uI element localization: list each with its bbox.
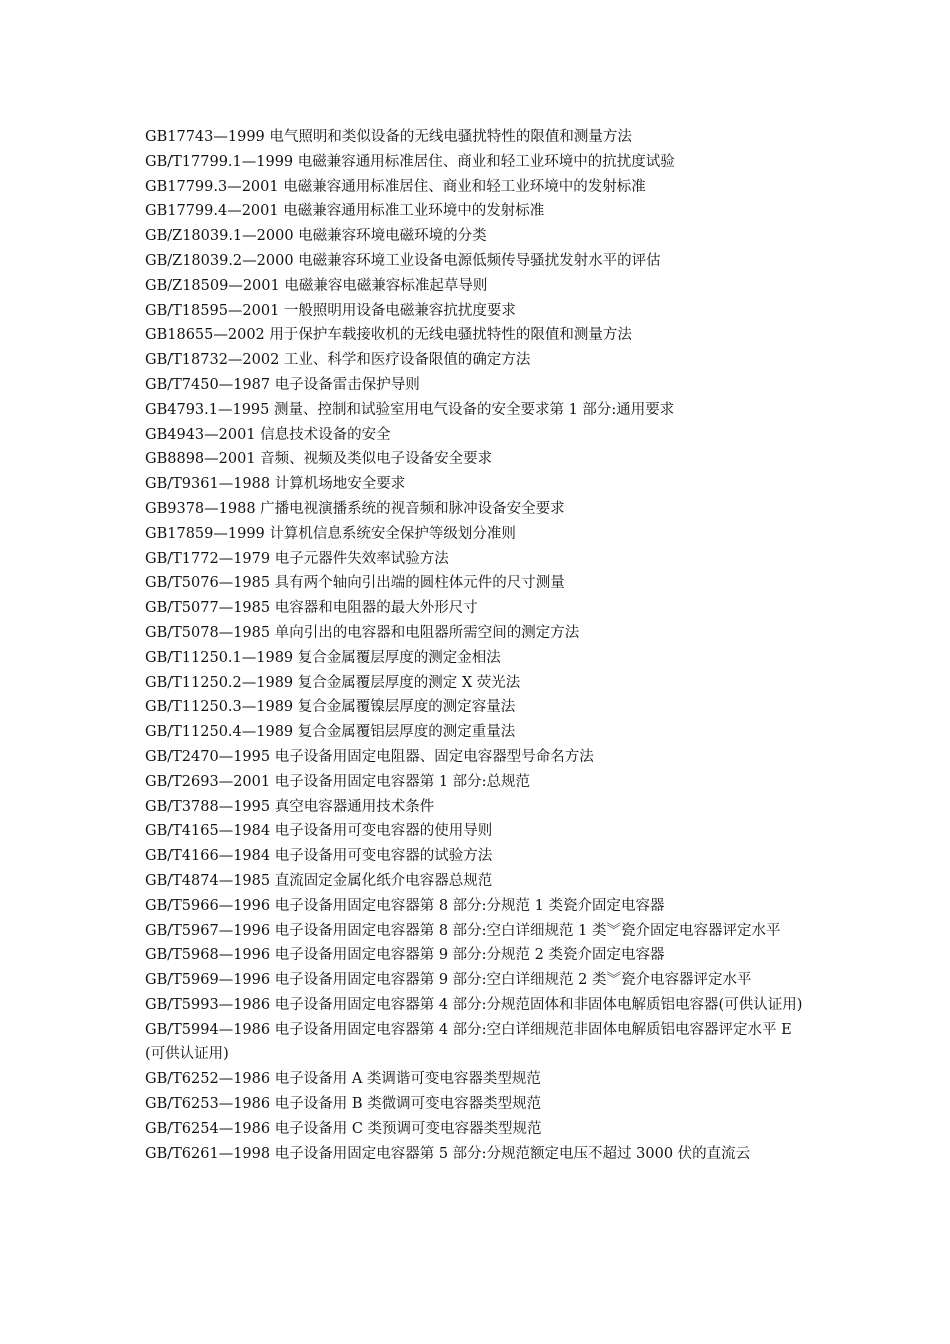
list-item: GB/T5993—1986 电子设备用固定电容器第 4 部分:分规范固体和非固体电解质铝电容器(可供认证用)	[145, 996, 803, 1013]
list-item: GB/T5967—1996 电子设备用固定电容器第 8 部分:空白详细规范 1 类︾瓷介固定电容器评定水平	[145, 922, 781, 939]
list-item: GB17859—1999 计算机信息系统安全保护等级划分准则	[145, 525, 516, 542]
list-item: GB/T11250.4—1989 复合金属覆铝层厚度的测定重量法	[145, 724, 516, 741]
list-item: GB4793.1—1995 测量、控制和试验室用电气设备的安全要求第 1 部分:通用要求	[145, 401, 675, 418]
list-item: GB/T6252—1986 电子设备用 A 类调谐可变电容器类型规范	[145, 1071, 541, 1088]
list-item: GB/T6254—1986 电子设备用 C 类预调可变电容器类型规范	[145, 1120, 542, 1137]
list-item: GB/T11250.1—1989 复合金属覆层厚度的测定金相法	[145, 649, 501, 666]
list-item: GB/T11250.3—1989 复合金属覆镍层厚度的测定容量法	[145, 699, 516, 716]
list-item: GB/T3788—1995 真空电容器通用技术条件	[145, 798, 435, 815]
list-item: GB/T18595—2001 一般照明用设备电磁兼容抗扰度要求	[145, 302, 516, 319]
list-item: GB/T5077—1985 电容器和电阻器的最大外形尺寸	[145, 600, 478, 617]
list-item: GB/T4165—1984 电子设备用可变电容器的使用导则	[145, 823, 493, 840]
list-item: GB/T6261—1998 电子设备用固定电容器第 5 部分:分规范额定电压不超过 3000 伏的直流云	[145, 1145, 751, 1162]
list-item: GB4943—2001 信息技术设备的安全	[145, 426, 391, 443]
list-item: GB/Z18039.1—2000 电磁兼容环境电磁环境的分类	[145, 228, 487, 245]
list-item: GB/T4874—1985 直流固定金属化纸介电容器总规范	[145, 872, 493, 889]
list-item: GB/T5078—1985 单向引出的电容器和电阻器所需空间的测定方法	[145, 624, 580, 641]
list-item: GB/Z18039.2—2000 电磁兼容环境工业设备电源低频传导骚扰发射水平的评估	[145, 252, 661, 269]
list-item: GB/T5076—1985 具有两个轴向引出端的圆柱体元件的尺寸测量	[145, 575, 565, 592]
list-item: GB/T17799.1—1999 电磁兼容通用标准居住、商业和轻工业环境中的抗扰度试验	[145, 153, 675, 170]
list-item: GB/T4166—1984 电子设备用可变电容器的试验方法	[145, 848, 493, 865]
list-item: GB/T2693—2001 电子设备用固定电容器第 1 部分:总规范	[145, 773, 531, 790]
list-item: GB/T11250.2—1989 复合金属覆层厚度的测定 X 荧光法	[145, 674, 521, 691]
list-item: GB9378—1988 广播电视演播系统的视音频和脉冲设备安全要求	[145, 500, 565, 517]
list-item: GB17743—1999 电气照明和类似设备的无线电骚扰特性的限值和测量方法	[145, 129, 632, 145]
list-item: GB/T5966—1996 电子设备用固定电容器第 8 部分:分规范 1 类瓷介固定电容器	[145, 897, 665, 914]
list-item: GB/T5969—1996 电子设备用固定电容器第 9 部分:空白详细规范 2 类︾瓷介电容器评定水平	[145, 972, 752, 989]
list-item: GB/T18732—2002 工业、科学和医疗设备限值的确定方法	[145, 352, 531, 369]
list-item: GB18655—2002 用于保护车载接收机的无线电骚扰特性的限值和测量方法	[145, 327, 632, 344]
list-item: GB8898—2001 音频、视频及类似电子设备安全要求	[145, 451, 493, 468]
list-item: GB/T1772—1979 电子元器件失效率试验方法	[145, 550, 449, 567]
list-item: GB/T5968—1996 电子设备用固定电容器第 9 部分:分规范 2 类瓷介固定电容器	[145, 947, 665, 964]
list-item: GB/T9361—1988 计算机场地安全要求	[145, 476, 406, 493]
standards-list	[145, 125, 810, 1166]
list-item: GB/T2470—1995 电子设备用固定电阻器、固定电容器型号命名方法	[145, 748, 594, 765]
list-item: GB17799.3—2001 电磁兼容通用标准居住、商业和轻工业环境中的发射标准	[145, 178, 646, 195]
list-item: GB/T7450—1987 电子设备雷击保护导则	[145, 376, 420, 393]
list-item: GB/T5994—1986 电子设备用固定电容器第 4 部分:空白详细规范非固体电解质铝电容器评定水平 E(可供认证用)	[145, 1021, 792, 1063]
list-item: GB/Z18509—2001 电磁兼容电磁兼容标准起草导则	[145, 277, 488, 294]
list-item: GB/T6253—1986 电子设备用 B 类微调可变电容器类型规范	[145, 1096, 542, 1113]
list-item: GB17799.4—2001 电磁兼容通用标准工业环境中的发射标准	[145, 203, 545, 220]
